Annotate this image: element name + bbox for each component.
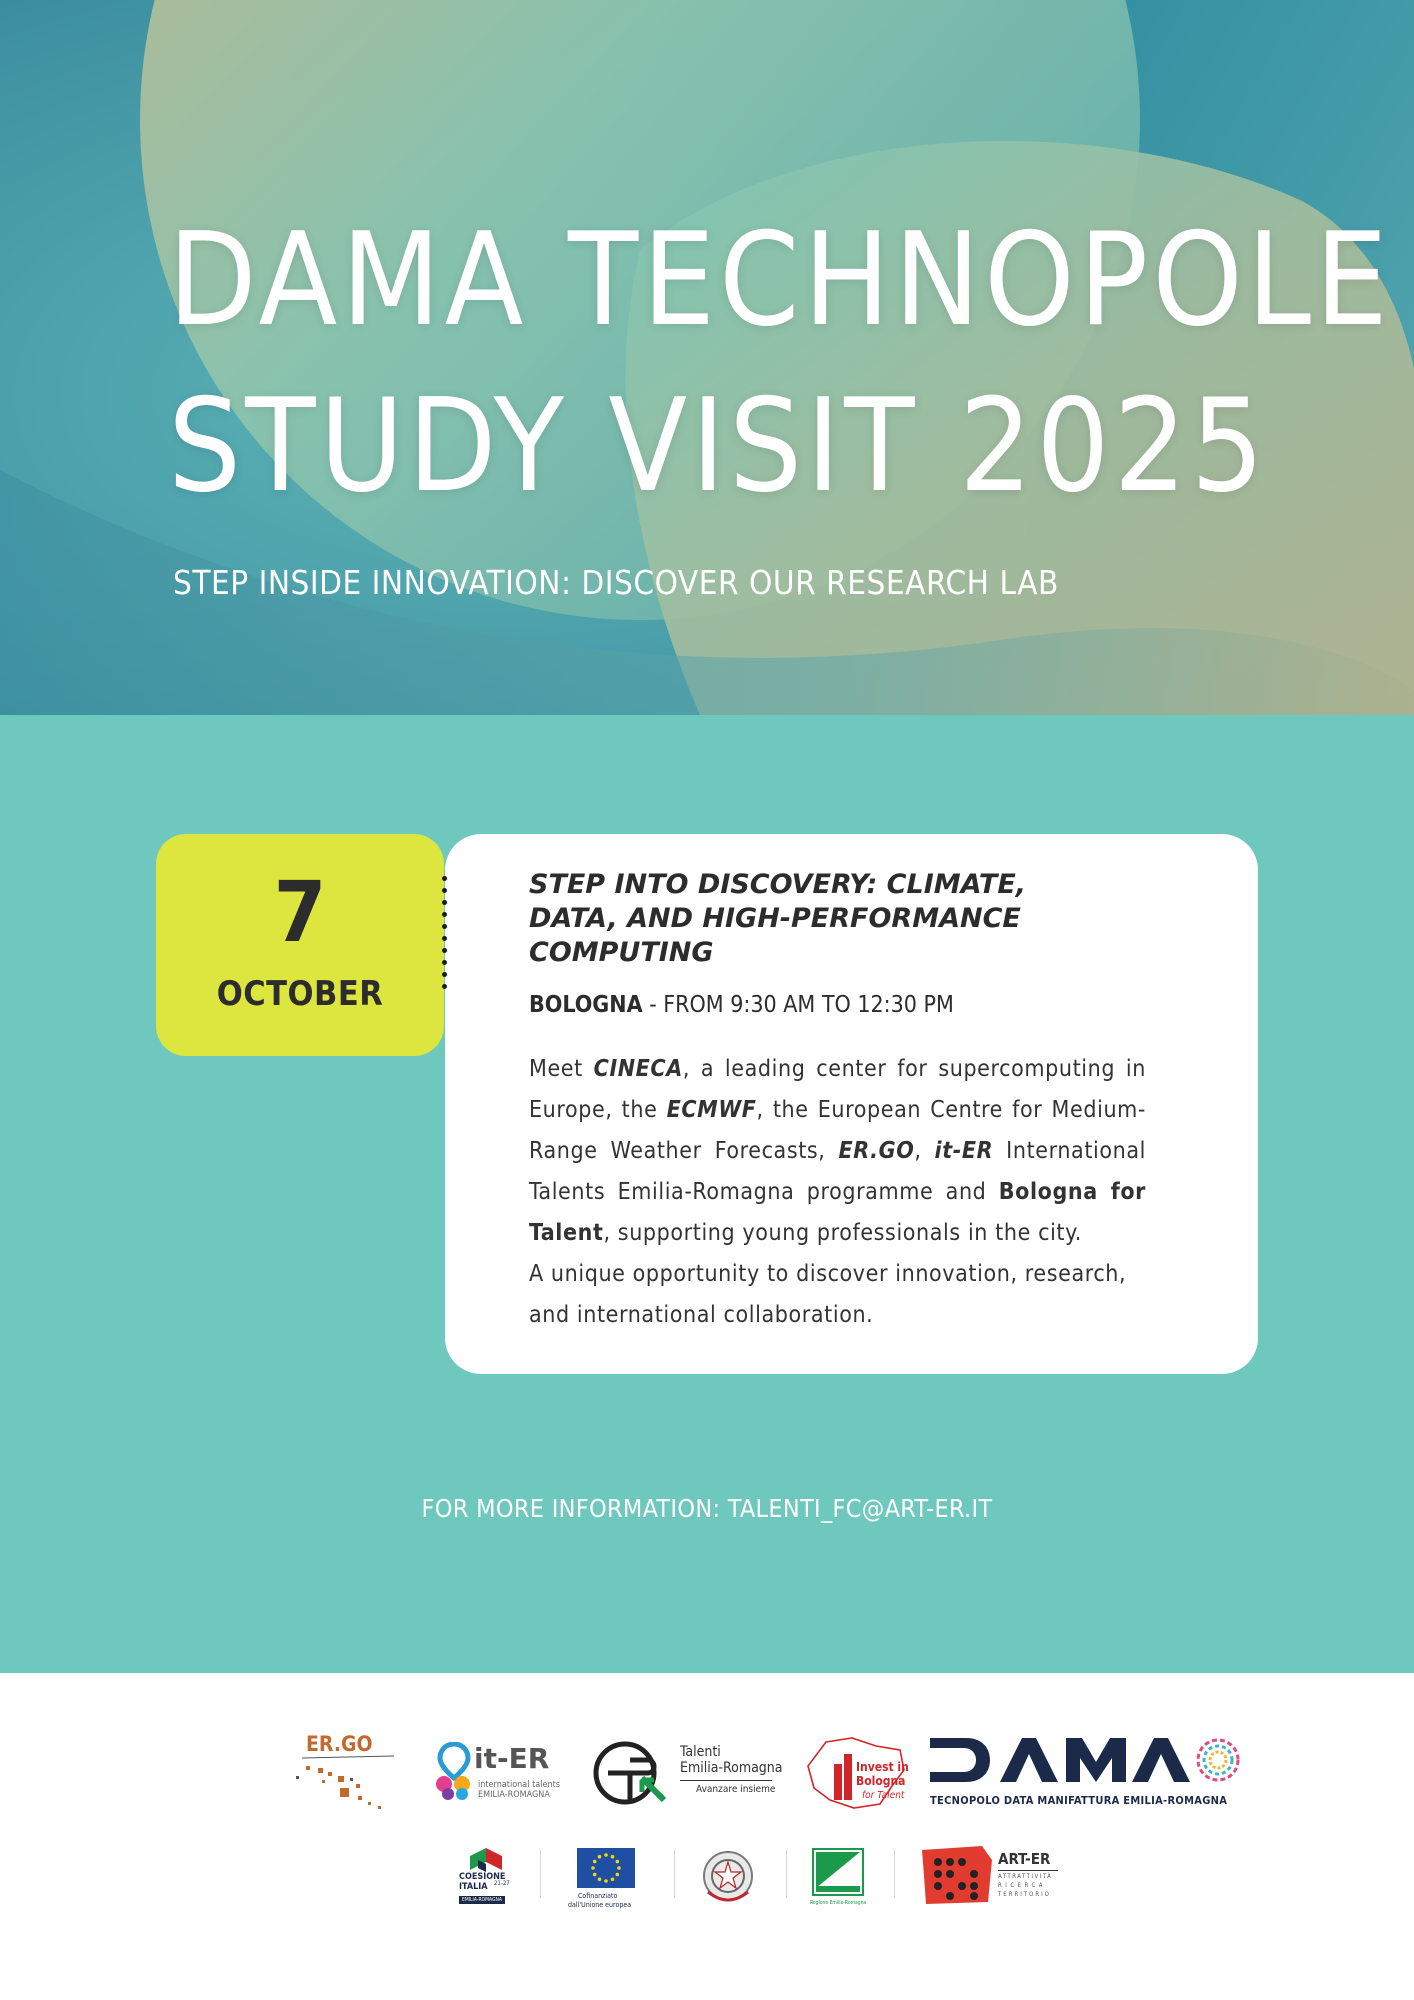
event-card [445,834,1258,1374]
coesione-italia-logo [456,1846,516,1910]
dama-ring-icon [1198,1740,1238,1780]
talenti-emilia-romagna-logo [592,1740,782,1808]
coesione-cube-icon [466,1846,506,1872]
ergo-logo-text: ER.GO [306,1732,373,1756]
event-time: - FROM 9:30 AM TO 12:30 PM [642,992,954,1018]
hero-subtitle: STEP INSIDE INNOVATION: DISCOVER OUR RESEARCH LAB [173,563,1059,602]
talenti-logo-tagline: Avanzare insieme [696,1784,776,1795]
ergo-logo [282,1732,397,1812]
event-description [529,1049,1146,1336]
logo-divider [674,1850,675,1898]
event-title: STEP INTO DISCOVERY: CLIMATE, DATA, AND HIGH-PERFORMANCE COMPUTING [529,869,1027,968]
art-er-logo-line1: ATTRATTIVITÀ [998,1873,1053,1880]
iter-logo-sub1: international talents [478,1780,560,1790]
logo-divider [894,1850,895,1898]
talenti-logo-line1: Talenti [680,1744,721,1760]
desc-iter: it-ER [934,1138,994,1164]
iter-logo-sub2: EMILIA-ROMAGNA [478,1790,550,1800]
dama-logo-tagline: TECNOPOLO DATA MANIFATTURA EMILIA-ROMAGNA [930,1794,1228,1807]
event-location: BOLOGNA [529,992,643,1018]
italian-republic-emblem-icon [700,1848,756,1908]
logo-divider [786,1850,787,1898]
date-badge [156,834,444,1056]
desc-ecmwf: ECMWF [666,1097,757,1123]
art-er-logo-name: ART-ER [998,1850,1051,1868]
coesione-logo-line1: COESIONE [459,1872,506,1882]
regione-flag-icon [812,1848,864,1896]
dama-wordmark-icon [928,1732,1244,1788]
eu-cofinanced-logo [568,1848,644,1910]
eu-logo-line1: Cofinanziato [578,1892,618,1900]
logo-divider [540,1850,541,1898]
iter-logo [434,1742,560,1802]
hero-title-line-1: DAMA TECHNOPOLE [168,206,1392,355]
desc-text: International Talents Emilia-Romagna programme and [529,1138,1146,1205]
hero-title-line-2: STUDY VISIT 2025 [168,372,1268,521]
coesione-logo-region: EMILIA-ROMAGNA [459,1896,505,1904]
desc-cineca: CINECA [593,1056,683,1082]
iter-logo-name: it-ER [474,1742,550,1775]
desc-text: , a leading center for supercomputing in Europe, the [529,1056,1146,1123]
event-meta [529,992,954,1018]
partner-logos-footer [0,1673,1414,2000]
desc-text: Meet [529,1056,594,1082]
dama-logo [928,1732,1244,1812]
iter-pin-icon [434,1742,474,1800]
art-er-logo-line2: RICERCA [998,1882,1046,1889]
italian-republic-emblem-logo [700,1848,756,1908]
art-er-logo [922,1846,1072,1906]
date-month: OCTOBER [216,974,384,1014]
invest-logo-line3: for Talent [862,1790,905,1801]
hero-banner [0,0,1414,715]
er-monogram-icon [592,1740,672,1806]
coesione-logo-years: 21-27 [494,1880,510,1887]
eu-flag-icon [577,1848,635,1888]
contact-info: FOR MORE INFORMATION: TALENTI_FC@ART-ER.IT [421,1494,993,1523]
desc-text: , supporting young professionals in the city. [603,1220,1082,1246]
desc-ergo: ER.GO [838,1138,915,1164]
talenti-logo-line2: Emilia-Romagna [680,1760,783,1776]
art-er-dots-icon [922,1846,994,1904]
invest-in-bologna-logo [806,1736,910,1810]
desc-line-2: A unique opportunity to discover innovation, research, and international collaboration. [529,1261,1127,1328]
invest-logo-line1: Invest in [856,1760,909,1774]
hero-title [168,198,1392,530]
coesione-logo-line2: ITALIA [459,1882,488,1892]
desc-text: , [914,1138,935,1164]
dotted-connector [440,876,450,998]
desc-text: , the European Centre for Medium-Range Weather Forecasts, [529,1097,1146,1164]
invest-logo-line2: Bologna [856,1774,906,1788]
regione-logo-label: Regione Emilia-Romagna [810,1900,867,1906]
art-er-logo-line3: TERRITORIO [998,1891,1051,1898]
date-day: 7 [273,863,327,961]
eu-logo-line2: dall'Unione europea [568,1901,632,1909]
desc-bologna-for-talent: Bologna for Talent [529,1179,1146,1246]
regione-emilia-romagna-logo [810,1848,866,1910]
